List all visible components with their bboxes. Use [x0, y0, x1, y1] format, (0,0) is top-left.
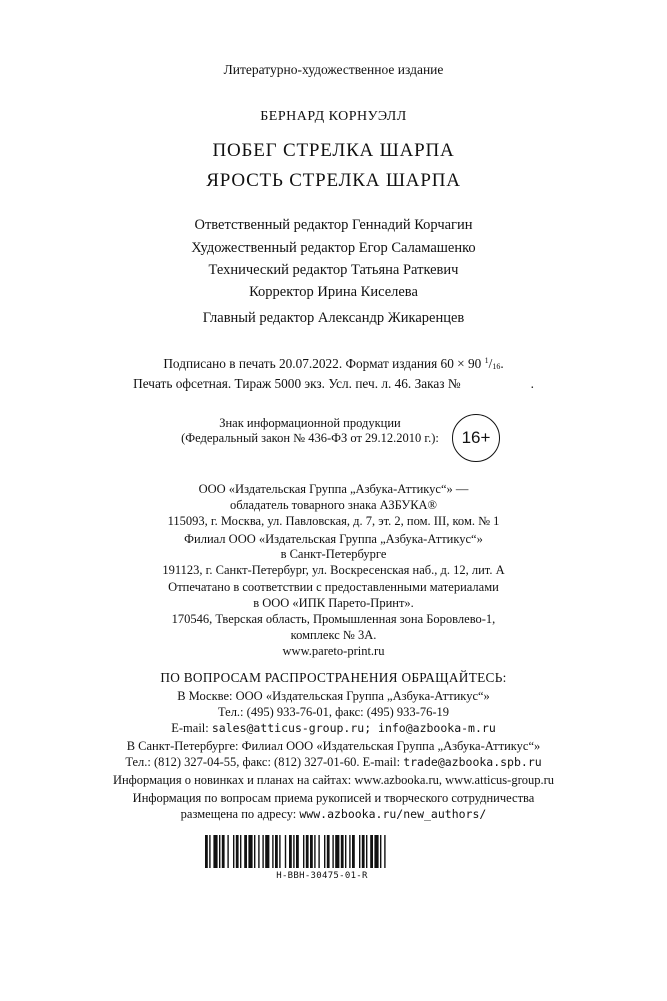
printer-website: www.pareto-print.ru [282, 644, 385, 658]
credit-proofreader: Корректор Ирина Киселева [249, 284, 418, 300]
branch-line-1: Филиал ООО «Издательская Группа „Азбука-Аттикус“» [184, 532, 483, 546]
barcode-number: H-BBH-30475-01-R [276, 871, 368, 881]
distribution-heading: ПО ВОПРОСАМ РАСПРОСТРАНЕНИЯ ОБРАЩАЙТЕСЬ: [160, 670, 507, 685]
genre-label: Литературно-художественное издание [223, 62, 444, 77]
publisher-line-1: ООО «Издательская Группа „Азбука-Аттикус“» — [198, 482, 469, 496]
age-rating-badge: 16+ [452, 414, 500, 462]
print-info-line-2: Печать офсетная. Тираж 5000 экз. Усл. печ. л. 46. Заказ № . [133, 376, 534, 391]
printer-address-1: 170546, Тверская область, Промышленная зона Боровлево-1, [171, 612, 496, 626]
moscow-line-1: В Москве: ООО «Издательская Группа „Азбука-Аттикус“» [177, 689, 490, 703]
print-info-line-1: Подписано в печать 20.07.2022. Формат издания 60 × 90 $^1/_{16}$. [163, 356, 504, 371]
info-websites: Информация о новинках и планах на сайтах: www.azbooka.ru, www.atticus-group.ru [112, 773, 555, 787]
moscow-line-2: Тел.: (495) 933-76-01, факс: (495) 933-76-19 [217, 705, 450, 719]
info-manuscripts: Информация по вопросам приема рукописей и творческого сотрудничества [132, 791, 535, 805]
rating-label: Знак информационной продукции (Федеральный закон № 436-ФЗ от 29.12.2010 г.): [181, 416, 439, 445]
book-title-2: ЯРОСТЬ СТРЕЛКА ШАРПА [206, 170, 461, 191]
publisher-address: 115093, г. Москва, ул. Павловская, д. 7, эт. 2, пом. III, ком. № 1 [167, 514, 500, 528]
branch-address: 191123, г. Санкт-Петербург, ул. Воскресенская наб., д. 12, лит. А [162, 563, 505, 577]
printer-address-2: комплекс № 3А. [290, 628, 377, 642]
credit-art-editor: Художественный редактор Егор Саламашенко [191, 240, 476, 256]
spb-line-2: Тел.: (812) 327-04-55, факс: (812) 327-01-60. E-mail: trade@azbooka.spb.ru [125, 755, 542, 769]
branch-line-2: в Санкт-Петербурге [280, 547, 387, 561]
author-name: БЕРНАРД КОРНУЭЛЛ [260, 109, 407, 124]
barcode-image [205, 835, 439, 868]
spb-line-1: В Санкт-Петербурге: Филиал ООО «Издательская Группа „Азбука-Аттикус“» [126, 739, 541, 753]
publisher-line-2: обладатель товарного знака АЗБУКА® [229, 498, 438, 512]
chief-editor: Главный редактор Александр Жикаренцев [202, 310, 465, 326]
printer-line-1: Отпечатано в соответствии с предоставленными материалами [168, 580, 499, 594]
book-title-1: ПОБЕГ СТРЕЛКА ШАРПА [212, 140, 455, 161]
printer-line-2: в ООО «ИПК Парето-Принт». [253, 596, 414, 610]
credit-responsible-editor: Ответственный редактор Геннадий Корчагин [194, 217, 473, 233]
info-address: размещена по адресу: www.azbooka.ru/new_authors/ [180, 807, 487, 821]
moscow-email: E-mail: sales@atticus-group.ru; info@azbooka-m.ru [171, 721, 496, 735]
credit-tech-editor: Технический редактор Татьяна Раткевич [208, 262, 459, 278]
